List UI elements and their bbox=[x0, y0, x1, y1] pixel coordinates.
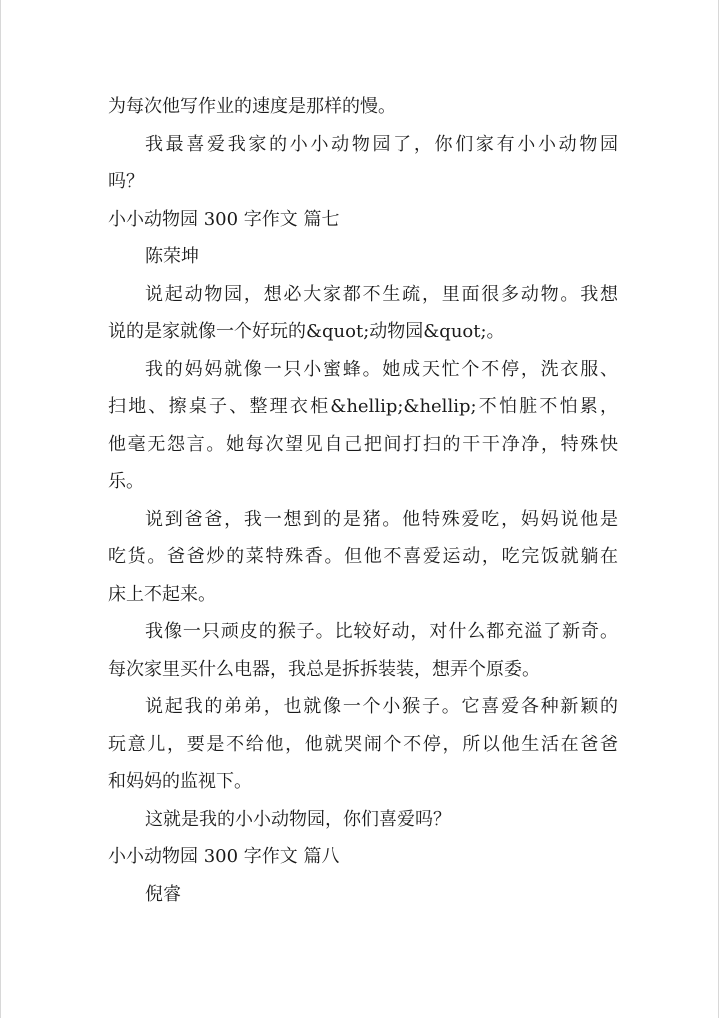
essay-title-7: 小小动物园 300 字作文 篇七 bbox=[108, 208, 340, 230]
page-right-edge bbox=[718, 0, 719, 1018]
paragraph-line: 吗？ bbox=[108, 171, 144, 192]
paragraph-line: 乐。 bbox=[108, 471, 144, 492]
paragraph-line: 我最喜爱我家的小小动物园了，你们家有小小动物园 bbox=[145, 133, 618, 155]
paragraph-line: 他毫无怨言。她每次望见自己把间打扫的干干净净，特殊快 bbox=[108, 433, 618, 455]
author-name: 倪睿 bbox=[145, 883, 181, 905]
paragraph-line: 和妈妈的监视下。 bbox=[108, 771, 252, 792]
document-body bbox=[108, 88, 618, 913]
paragraph-line: 说起动物园，想必大家都不生疏，里面很多动物。我想 bbox=[145, 283, 618, 305]
author-name: 陈荣坤 bbox=[145, 246, 199, 267]
paragraph-line: 我的妈妈就像一只小蜜蜂。她成天忙个不停，洗衣服、 bbox=[145, 358, 618, 380]
paragraph-line: 扫地、擦桌子、整理衣柜&hellip;&hellip;不怕脏不怕累， bbox=[108, 396, 618, 417]
paragraph-line: 说的是家就像一个好玩的&quot;动物园&quot;。 bbox=[108, 321, 505, 342]
paragraph-line: 为每次他写作业的速度是那样的慢。 bbox=[108, 96, 396, 117]
paragraph-line: 说起我的弟弟，也就像一个小猴子。它喜爱各种新颖的 bbox=[145, 696, 618, 717]
paragraph-line: 床上不起来。 bbox=[108, 583, 216, 605]
paragraph-line: 说到爸爸，我一想到的是猪。他特殊爱吃，妈妈说他是 bbox=[145, 508, 618, 530]
page-left-edge bbox=[0, 0, 1, 1018]
essay-title-8: 小小动物园 300 字作文 篇八 bbox=[108, 846, 340, 867]
paragraph-line: 每次家里买什么电器，我总是拆拆装装，想弄个原委。 bbox=[108, 658, 540, 680]
paragraph-line: 这就是我的小小动物园，你们喜爱吗？ bbox=[145, 808, 451, 830]
paragraph-line: 吃货。爸爸炒的菜特殊香。但他不喜爱运动，吃完饭就躺在 bbox=[108, 546, 618, 567]
paragraph-line: 玩意儿，要是不给他，他就哭闹个不停，所以他生活在爸爸 bbox=[108, 733, 618, 755]
paragraph-line: 我像一只顽皮的猴子。比较好动，对什么都充溢了新奇。 bbox=[145, 621, 618, 642]
